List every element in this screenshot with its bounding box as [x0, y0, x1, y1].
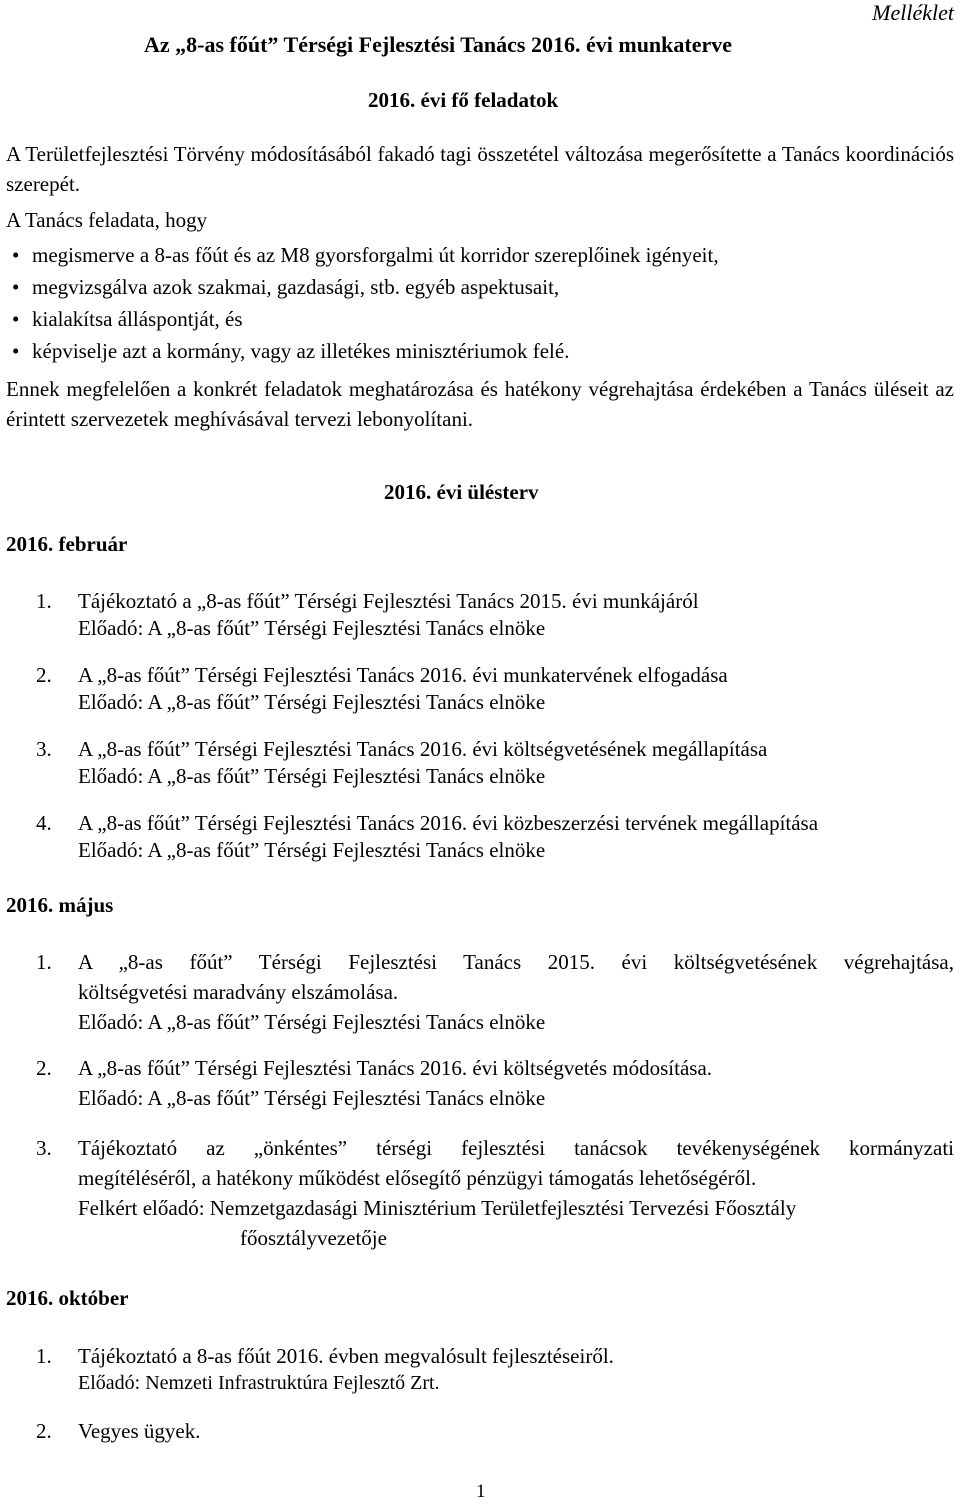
item-number: 2.	[36, 1419, 52, 1443]
bullet-text: megvizsgálva azok szakmai, gazdasági, stb. egyéb aspektusait,	[32, 275, 560, 299]
agenda-item	[36, 1053, 954, 1113]
agenda-item	[36, 736, 954, 790]
item-number: 4.	[36, 811, 52, 835]
page-number: 1	[476, 1481, 486, 1502]
item-number: 2.	[36, 1056, 52, 1080]
item-number: 1.	[36, 589, 52, 613]
item-text: A „8-as főút” Térségi Fejlesztési Tanács 2016. évi munkatervének elfogadása	[78, 663, 728, 687]
bullet-text: megismerve a 8-as főút és az M8 gyorsforgalmi út korridor szereplőinek igényeit,	[32, 243, 719, 267]
item-presenter: Előadó: A „8-as főút” Térségi Fejlesztési Tanács elnöke	[78, 616, 546, 640]
item-text: Tájékoztató az „önkéntes” térségi fejlesztési tanácsok tevékenységének kormányzati	[78, 1136, 954, 1160]
document-title: Az „8-as főút” Térségi Fejlesztési Tanács 2016. évi munkaterve	[144, 32, 733, 57]
agenda-item	[36, 810, 954, 864]
item-presenter-continued: főosztályvezetője	[240, 1226, 387, 1250]
list-item	[12, 304, 719, 336]
bullet-text: kialakítsa álláspontját, és	[32, 307, 243, 331]
item-presenter: Előadó: A „8-as főút” Térségi Fejlesztési Tanács elnöke	[78, 838, 546, 862]
item-text: A „8-as főút” Térségi Fejlesztési Tanács 2016. évi költségvetés módosítása.	[78, 1056, 713, 1080]
item-number: 2.	[36, 663, 52, 687]
item-text: A „8-as főút” Térségi Fejlesztési Tanács 2016. évi közbeszerzési tervének megállapítása	[78, 811, 819, 835]
bullet-icon: •	[12, 275, 20, 299]
main-tasks-heading: 2016. évi fő feladatok	[368, 88, 559, 112]
list-item	[12, 272, 719, 304]
agenda-item	[36, 588, 954, 642]
item-number: 1.	[36, 1344, 52, 1368]
bullet-icon: •	[12, 243, 20, 267]
item-presenter: Előadó: A „8-as főút” Térségi Fejlesztési Tanács elnöke	[78, 690, 546, 714]
item-presenter: Előadó: A „8-as főút” Térségi Fejlesztési Tanács elnöke	[78, 1010, 546, 1034]
agenda-item	[36, 947, 954, 1037]
item-presenter: Előadó: A „8-as főút” Térségi Fejlesztési Tanács elnöke	[78, 1086, 546, 1110]
agenda-item	[36, 1418, 954, 1445]
item-text: Vegyes ügyek.	[78, 1419, 201, 1443]
agenda-item	[36, 662, 954, 716]
bullet-icon: •	[12, 339, 20, 363]
list-item	[12, 240, 719, 272]
closing-paragraph: Ennek megfelelően a konkrét feladatok meghatározása és hatékony végrehajtása érdekében a Tanács üléseit az érintett szervezetek meghívásával tervezi lebonyolítani.	[6, 377, 954, 431]
item-number: 3.	[36, 1136, 52, 1160]
task-bullet-list	[12, 240, 719, 368]
intro-paragraph: A Területfejlesztési Törvény módosításából fakadó tagi összetétel változása megerősítette a Tanács koordinációs szerepét.	[6, 142, 954, 196]
agenda-item	[36, 1133, 954, 1253]
bullet-text: képviselje azt a kormány, vagy az illetékes minisztériumok felé.	[32, 339, 570, 363]
month-heading-may: 2016. május	[6, 893, 114, 917]
agenda-item	[36, 1343, 954, 1397]
item-presenter: Előadó: Nemzeti Infrastruktúra Fejlesztő Zrt.	[78, 1372, 440, 1394]
item-text-continued: költségvetési maradvány elszámolása.	[78, 980, 399, 1004]
item-text: Tájékoztató a „8-as főút” Térségi Fejlesztési Tanács 2015. évi munkájáról	[78, 589, 699, 613]
item-presenter: Előadó: A „8-as főút” Térségi Fejlesztési Tanács elnöke	[78, 764, 546, 788]
item-number: 1.	[36, 950, 52, 974]
month-heading-october: 2016. október	[6, 1286, 129, 1310]
item-number: 3.	[36, 737, 52, 761]
item-presenter: Felkért előadó: Nemzetgazdasági Minisztérium Területfejlesztési Tervezési Főosztály	[78, 1196, 797, 1220]
item-text-continued: megítéléséről, a hatékony működést elősegítő pénzügyi támogatás lehetőségéről.	[78, 1166, 757, 1190]
item-text: A „8-as főút” Térségi Fejlesztési Tanács 2016. évi költségvetésének megállapítása	[78, 737, 768, 761]
annex-label: Melléklet	[872, 0, 954, 25]
item-text: Tájékoztató a 8-as főút 2016. évben megvalósult fejlesztéseiről.	[78, 1344, 614, 1368]
schedule-heading: 2016. évi ülésterv	[384, 480, 539, 504]
item-text: A „8-as főút” Térségi Fejlesztési Tanács 2015. évi költségvetésének végrehajtása,	[78, 950, 954, 974]
task-lead: A Tanács feladata, hogy	[6, 208, 208, 232]
list-item	[12, 336, 719, 368]
bullet-icon: •	[12, 307, 20, 331]
month-heading-february: 2016. február	[6, 532, 128, 556]
